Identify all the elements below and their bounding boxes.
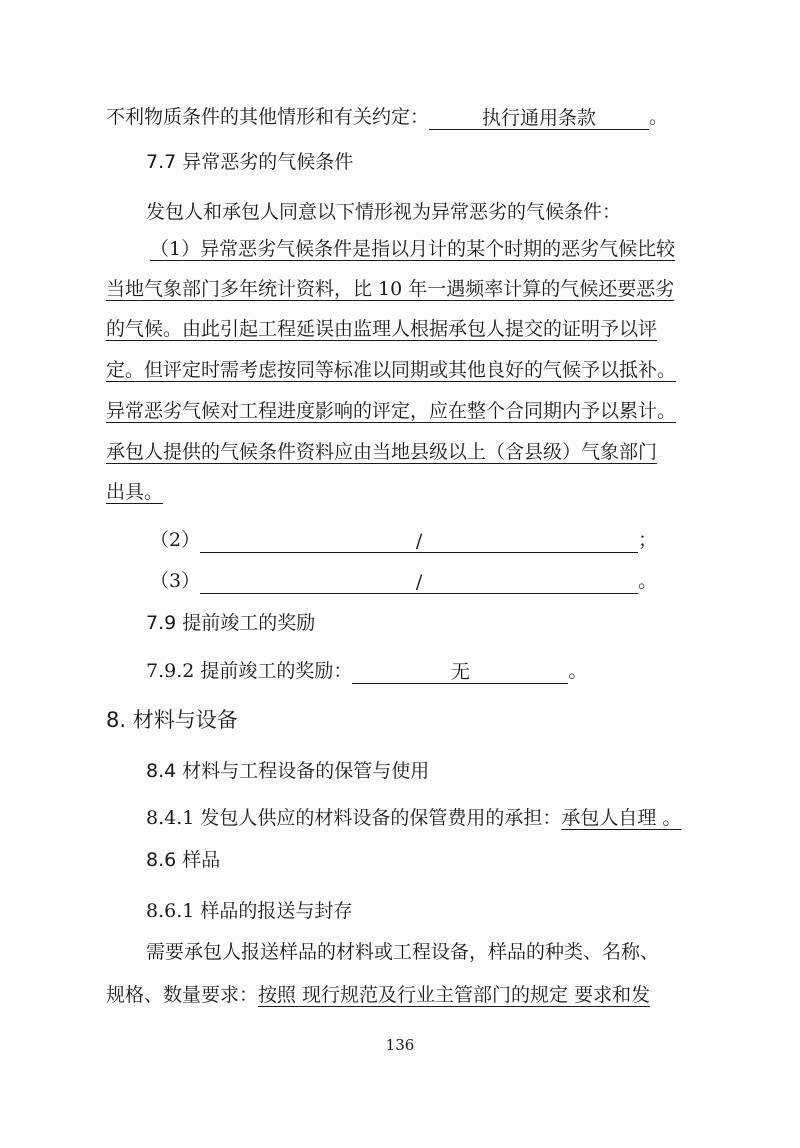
weather-item2-label: （2） [150, 529, 201, 551]
weather-item1-line4: 定。但评定时需考虑按同等标准以同期或其他良好的气候予以抵补。 [106, 359, 677, 381]
heading-8-6: 8.6 样品 [146, 849, 221, 871]
weather-item1-line2: 当地气象部门多年统计资料，比 10 年一遇频率计算的气候还要恶劣 [106, 278, 675, 300]
adverse-conditions-value: 执行通用条款 [429, 105, 649, 130]
weather-item1-line6: 承包人提供的气候条件资料应由当地县级以上（含县级）气象部门 [106, 441, 658, 463]
early-completion-reward [146, 658, 587, 684]
sample-requirements-line2 [106, 982, 650, 1008]
early-completion-value: 无 [352, 659, 568, 684]
weather-item3-label: （3） [150, 570, 201, 592]
weather-item2-value: / [200, 528, 638, 553]
adverse-conditions-suffix: 。 [649, 106, 669, 128]
adverse-conditions-line [106, 104, 668, 130]
weather-item2-suffix: ； [638, 529, 658, 551]
weather-item1-line7: 出具。 [106, 481, 164, 503]
weather-intro: 发包人和承包人同意以下情形视为异常恶劣的气候条件： [146, 201, 622, 223]
weather-item2 [150, 527, 657, 553]
weather-item3-value: / [200, 569, 638, 594]
heading-7-9: 7.9 提前竣工的奖励 [146, 612, 316, 634]
adverse-conditions-label: 不利物质条件的其他情形和有关约定： [106, 106, 430, 128]
sample-requirements-line1: 需要承包人报送样品的材料或工程设备，样品的种类、名称、 [146, 941, 660, 963]
clause-8-4-1-label: 8.4.1 发包人供应的材料设备的保管费用的承担： [146, 807, 562, 829]
weather-item3 [150, 568, 657, 594]
early-completion-label: 7.9.2 提前竣工的奖励： [146, 660, 353, 682]
clause-8-4-1-value: 承包人自理 。 [561, 807, 682, 829]
heading-7-7: 7.7 异常恶劣的气候条件 [146, 151, 354, 173]
sample-requirements-label: 规格、数量要求： [106, 984, 259, 1006]
heading-8-6-1: 8.6.1 样品的报送与封存 [146, 900, 353, 922]
heading-section-8: 8. 材料与设备 [106, 708, 238, 732]
weather-item1-line5: 异常恶劣气候对工程进度影响的评定，应在整个合同期内予以累计。 [106, 400, 677, 422]
weather-item3-suffix: 。 [638, 570, 658, 592]
weather-item1-line1: （1）异常恶劣气候条件是指以月计的某个时期的恶劣气候比较 [150, 238, 676, 260]
weather-item1-line3: 的气候。由此引起工程延误由监理人根据承包人提交的证明予以评 [106, 318, 658, 340]
clause-8-4-1 [146, 805, 681, 831]
early-completion-suffix: 。 [568, 660, 588, 682]
page-number: 136 [385, 1036, 415, 1054]
sample-requirements-value: 按照 现行规范及行业主管部门的规定 要求和发 [258, 984, 651, 1006]
heading-8-4: 8.4 材料与工程设备的保管与使用 [146, 760, 430, 782]
